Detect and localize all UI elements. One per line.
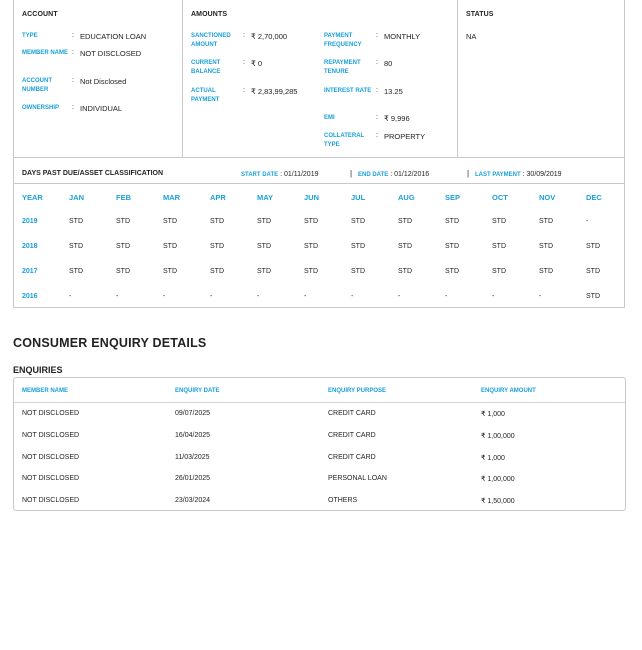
field-value: 13.25 <box>384 87 403 96</box>
colon: : <box>72 77 74 84</box>
current-balance-row <box>191 59 262 77</box>
colon: : <box>243 32 245 39</box>
enquiry-cell: CREDIT CARD <box>328 431 376 439</box>
field-value: INDIVIDUAL <box>80 104 123 113</box>
status-column <box>458 0 624 157</box>
dpd-cell: - <box>69 293 72 300</box>
dpd-year-cell: 2019 <box>22 218 38 225</box>
field-label: MEMBER NAME <box>22 50 68 56</box>
collateral-type-row <box>324 132 425 150</box>
dpd-cell: STD <box>398 268 412 275</box>
dpd-header <box>14 158 624 184</box>
field-value: ₹ 2,70,000 <box>251 32 288 41</box>
enquiry-cell: OTHERS <box>328 497 358 505</box>
dpd-header-jun: JUN <box>304 193 320 202</box>
last-payment-value: 30/09/2019 <box>526 171 562 178</box>
enquiry-cell: ₹ 1,000 <box>481 411 505 418</box>
dpd-cell: STD <box>257 243 271 250</box>
start-date <box>241 171 318 178</box>
end-date-label: END DATE <box>358 172 389 178</box>
dpd-cell: STD <box>257 218 271 225</box>
dpd-cell: STD <box>163 243 177 250</box>
dpd-cell: - <box>539 293 542 300</box>
dpd-cell: STD <box>116 268 130 275</box>
enquiry-cell: CREDIT CARD <box>328 410 376 417</box>
dpd-cell: STD <box>445 218 459 225</box>
dpd-year-cell: 2017 <box>22 268 38 275</box>
field-value: ₹ 2,83,99,285 <box>251 87 298 96</box>
colon: : <box>243 59 245 66</box>
enquiry-cell: NOT DISCLOSED <box>22 475 80 483</box>
end-date-value: 01/12/2016 <box>394 171 430 178</box>
colon: : <box>243 87 245 94</box>
field-value: Not Disclosed <box>80 77 127 86</box>
dpd-cell: STD <box>351 268 365 275</box>
field-label: OWNERSHIP <box>22 105 60 111</box>
field-label: ACCOUNT NUMBER <box>22 78 52 93</box>
dpd-cell: STD <box>257 268 271 275</box>
dpd-cell: STD <box>304 243 318 250</box>
start-date-label: START DATE <box>241 172 279 178</box>
field-value: ₹ 0 <box>251 59 263 68</box>
dpd-cell: STD <box>210 268 224 275</box>
dpd-cell: STD <box>492 218 506 225</box>
dpd-year-cell: 2016 <box>22 293 38 300</box>
dpd-cell: - <box>445 293 448 300</box>
dpd-cell: STD <box>163 218 177 225</box>
dpd-cell: STD <box>116 218 130 225</box>
enquiry-cell: 09/07/2025 <box>175 410 211 417</box>
field-label: PAYMENT FREQUENCY <box>324 33 362 48</box>
colon: : <box>280 171 283 178</box>
enquiry-cell: 16/04/2025 <box>175 431 211 439</box>
emi-row <box>324 114 410 123</box>
dpd-cell: STD <box>163 268 177 275</box>
divider: | <box>467 169 470 178</box>
field-label: INTEREST RATE <box>324 88 372 94</box>
enquiry-cell: ₹ 1,000 <box>481 454 505 462</box>
colon: : <box>376 32 378 39</box>
field-value: PROPERTY <box>384 132 426 141</box>
dpd-header-nov: NOV <box>539 193 556 202</box>
enquiry-header-enquiry-amount: ENQUIRY AMOUNT <box>481 388 536 394</box>
enquiry-cell: ₹ 1,00,000 <box>481 476 515 484</box>
enquiry-header-enquiry-date: ENQUIRY DATE <box>175 388 220 394</box>
dpd-cell: STD <box>492 268 506 275</box>
enquiry-cell: 26/01/2025 <box>175 475 211 483</box>
enquiry-cell: ₹ 1,50,000 <box>481 498 515 506</box>
field-label: REPAYMENT TENURE <box>324 60 361 75</box>
actual-payment-row <box>191 87 297 105</box>
dpd-cell: - <box>351 293 354 300</box>
dpd-card <box>13 158 625 308</box>
dpd-cell: STD <box>304 218 318 225</box>
divider: | <box>350 169 353 178</box>
enquiry-cell: CREDIT CARD <box>328 453 376 461</box>
colon: : <box>376 114 378 121</box>
colon: : <box>72 104 74 111</box>
dpd-cell: STD <box>398 218 412 225</box>
dpd-header-jul: JUL <box>351 193 366 202</box>
dpd-cell: STD <box>398 243 412 250</box>
enquiry-cell: ₹ 1,00,000 <box>481 432 515 440</box>
colon: : <box>376 132 378 139</box>
colon: : <box>522 171 525 178</box>
colon: : <box>376 87 378 94</box>
dpd-cell: STD <box>116 243 130 250</box>
amounts-column <box>183 0 458 157</box>
dpd-cell: STD <box>539 218 553 225</box>
dpd-cell: - <box>116 293 119 300</box>
dpd-cell: STD <box>492 243 506 250</box>
payment-frequency-row <box>324 32 420 50</box>
colon: : <box>72 49 74 56</box>
dpd-cell: STD <box>210 243 224 250</box>
end-date <box>358 171 429 178</box>
account-column <box>14 0 183 157</box>
field-label: CURRENT BALANCE <box>191 60 221 75</box>
dpd-cell: STD <box>69 243 83 250</box>
consumer-enquiry-title: CONSUMER ENQUIRY DETAILS <box>13 336 207 350</box>
field-label: EMI <box>324 115 335 121</box>
status-value: NA <box>466 32 477 41</box>
account-number-row <box>22 77 126 95</box>
dpd-cell: STD <box>69 268 83 275</box>
dpd-header-sep: SEP <box>445 193 461 202</box>
colon: : <box>390 171 393 178</box>
header-divider <box>14 402 625 403</box>
dpd-cell: - <box>492 293 495 300</box>
dpd-header-oct: OCT <box>492 193 508 202</box>
colon: : <box>72 32 74 39</box>
enquiry-cell: 23/03/2024 <box>175 497 211 505</box>
dpd-cell: - <box>163 293 166 300</box>
repayment-tenure-row <box>324 59 392 77</box>
enquiry-cell: NOT DISCLOSED <box>22 453 80 461</box>
dpd-cell: STD <box>351 218 365 225</box>
dpd-cell: STD <box>539 268 553 275</box>
enquiry-header-enquiry-purpose: ENQUIRY PURPOSE <box>328 388 387 394</box>
dpd-cell: STD <box>304 268 318 275</box>
field-label: ACTUAL PAYMENT <box>191 88 220 103</box>
interest-rate-row <box>324 87 403 96</box>
status-heading: STATUS <box>466 11 494 18</box>
dpd-cell: STD <box>69 218 83 225</box>
enquiries-table <box>13 377 626 511</box>
enquiry-cell: PERSONAL LOAN <box>328 475 387 483</box>
enquiry-header-member-name: MEMBER NAME <box>22 388 68 394</box>
last-payment-label: LAST PAYMENT <box>475 172 521 178</box>
enquiry-cell: NOT DISCLOSED <box>22 497 80 505</box>
dpd-cell: STD <box>539 243 553 250</box>
dpd-cell: STD <box>586 268 600 275</box>
dpd-cell: - <box>210 293 213 300</box>
dpd-cell: STD <box>586 293 600 300</box>
field-value: ₹ 9,996 <box>384 114 410 123</box>
field-label: TYPE <box>22 33 38 39</box>
dpd-cell: STD <box>586 243 600 250</box>
account-card <box>13 0 625 158</box>
dpd-cell: STD <box>351 243 365 250</box>
dpd-header-year: YEAR <box>22 193 43 202</box>
dpd-cell: - <box>257 293 260 300</box>
start-date-value: 01/11/2019 <box>283 171 319 178</box>
enquiry-cell: NOT DISCLOSED <box>22 431 80 439</box>
enquiries-subtitle: ENQUIRIES <box>13 365 63 375</box>
dpd-cell: STD <box>210 218 224 225</box>
last-payment <box>475 171 562 178</box>
dpd-header-apr: APR <box>210 193 226 202</box>
amounts-heading: AMOUNTS <box>191 11 228 18</box>
enquiry-cell: 11/03/2025 <box>175 453 210 461</box>
dpd-title: DAYS PAST DUE/ASSET CLASSIFICATION <box>22 170 164 177</box>
colon: : <box>376 59 378 66</box>
ownership-row <box>22 104 122 113</box>
dpd-header-may: MAY <box>257 193 273 202</box>
field-value: EDUCATION LOAN <box>80 32 147 41</box>
field-label: SANCTIONED AMOUNT <box>191 33 231 48</box>
dpd-cell: STD <box>445 268 459 275</box>
dpd-header-feb: FEB <box>116 193 131 202</box>
dpd-header-jan: JAN <box>69 193 85 202</box>
field-value: NOT DISCLOSED <box>80 49 142 58</box>
field-label: COLLATERAL TYPE <box>324 133 365 148</box>
dpd-cell: - <box>398 293 401 300</box>
dpd-header-aug: AUG <box>398 193 415 202</box>
dpd-header-dec: DEC <box>586 193 602 202</box>
dpd-header-mar: MAR <box>163 193 181 202</box>
dpd-year-cell: 2018 <box>22 243 38 250</box>
member-name-row <box>22 49 141 58</box>
field-value: MONTHLY <box>384 32 421 41</box>
account-heading: ACCOUNT <box>22 11 58 18</box>
field-value: 80 <box>384 59 393 68</box>
sanctioned-amount-row <box>191 32 287 50</box>
account-type-row <box>22 32 146 41</box>
dpd-cell: - <box>586 218 589 225</box>
dpd-cell: - <box>304 293 307 300</box>
dpd-cell: STD <box>445 243 459 250</box>
enquiry-cell: NOT DISCLOSED <box>22 410 80 417</box>
